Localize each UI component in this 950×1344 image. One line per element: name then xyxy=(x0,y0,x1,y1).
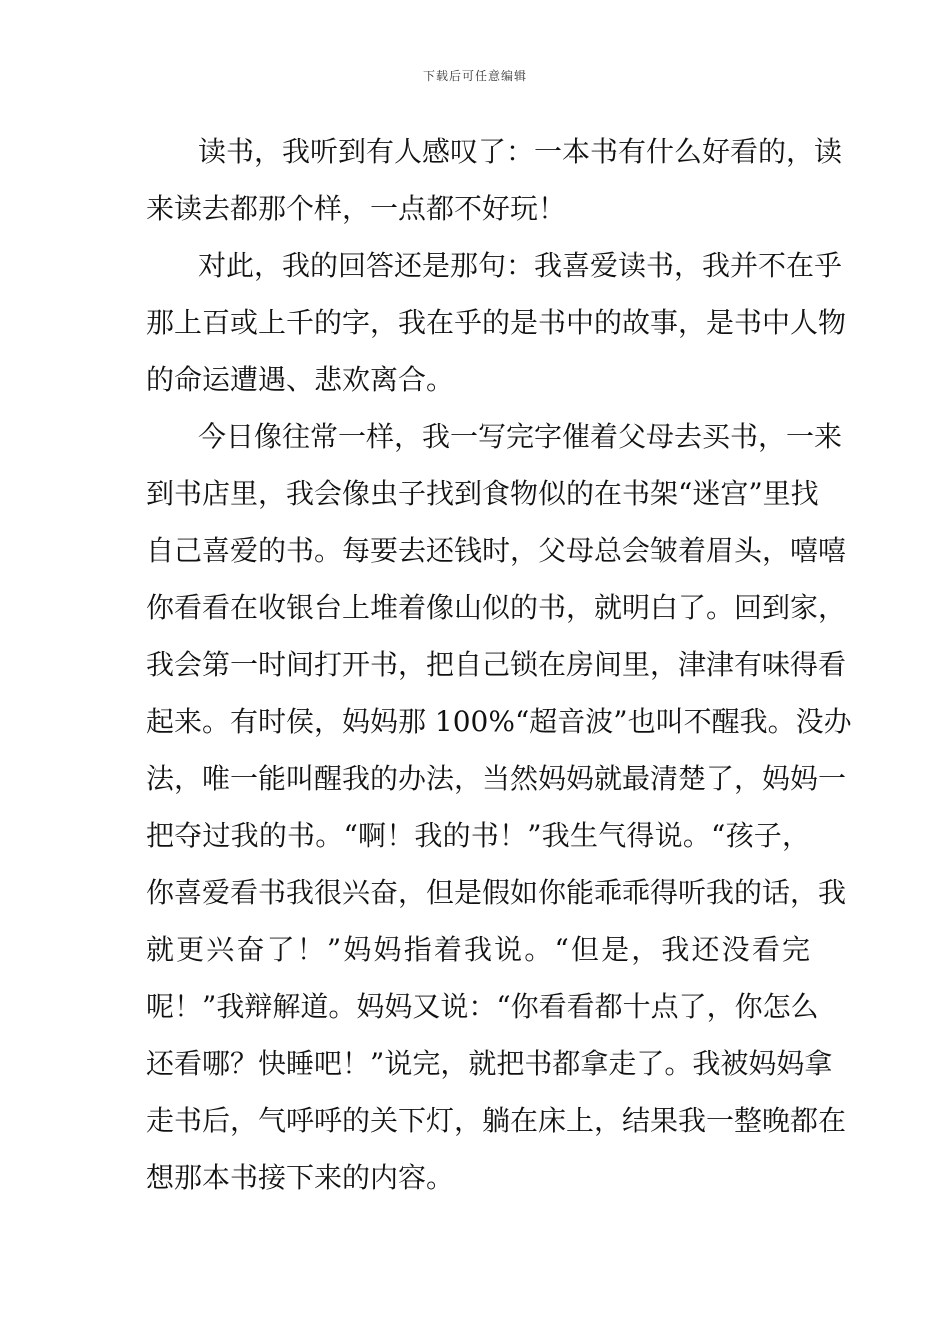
paragraph-1-line-2: 来读去都那个样，一点都不好玩！ xyxy=(146,192,567,225)
paragraph-3-line-3: 自己喜爱的书。每要去还钱时，父母总会皱着眉头，嘻嘻 xyxy=(146,534,847,567)
paragraph-2-line-3: 的命运遭遇、悲欢离合。 xyxy=(146,363,455,396)
paragraph-2-line-2: 那上百或上千的字，我在乎的是书中的故事，是书中人物 xyxy=(146,306,847,339)
paragraph-3-line-12: 还看哪？快睡吧！”说完，就把书都拿走了。我被妈妈拿 xyxy=(146,1047,833,1080)
paragraph-2-line-1: 对此，我的回答还是那句：我喜爱读书，我并不在乎 xyxy=(198,249,843,282)
paragraph-3-line-13: 走书后，气呼呼的关下灯，躺在床上，结果我一整晚都在 xyxy=(146,1104,847,1137)
paragraph-3-line-5: 我会第一时间打开书，把自己锁在房间里，津津有味得看 xyxy=(146,648,847,681)
document-body xyxy=(146,130,852,1213)
paragraph-3-line-1: 今日像往常一样，我一写完字催着父母去买书，一来 xyxy=(198,420,843,453)
paragraph-3-line-11: 呢！”我辩解道。妈妈又说：“你看看都十点了，你怎么 xyxy=(146,990,819,1023)
paragraph-3-line-8: 把夺过我的书。“啊！我的书！”我生气得说。“孩子， xyxy=(146,819,810,852)
paragraph-3-line-7: 法，唯一能叫醒我的办法，当然妈妈就最清楚了，妈妈一 xyxy=(146,762,847,795)
paragraph-3-line-4: 你看看在收银台上堆着像山似的书，就明白了。回到家， xyxy=(146,591,847,624)
header-note: 下载后可任意编辑 xyxy=(422,69,527,83)
paragraph-3-line-14: 想那本书接下来的内容。 xyxy=(146,1161,455,1194)
paragraph-3-line-2: 到书店里，我会像虫子找到食物似的在书架“迷宫”里找 xyxy=(146,477,819,510)
paragraph-3-line-9: 你喜爱看书我很兴奋，但是假如你能乖乖得听我的话，我 xyxy=(146,876,847,909)
paragraph-3-line-6: 起来。有时侯，妈妈那 100%“超音波”也叫不醒我。没办 xyxy=(146,705,852,738)
paragraph-1-line-1: 读书，我听到有人感叹了：一本书有什么好看的，读 xyxy=(198,135,843,168)
paragraph-3-line-10: 就更兴奋了！”妈妈指着我说。“但是，我还没看完 xyxy=(146,933,810,966)
